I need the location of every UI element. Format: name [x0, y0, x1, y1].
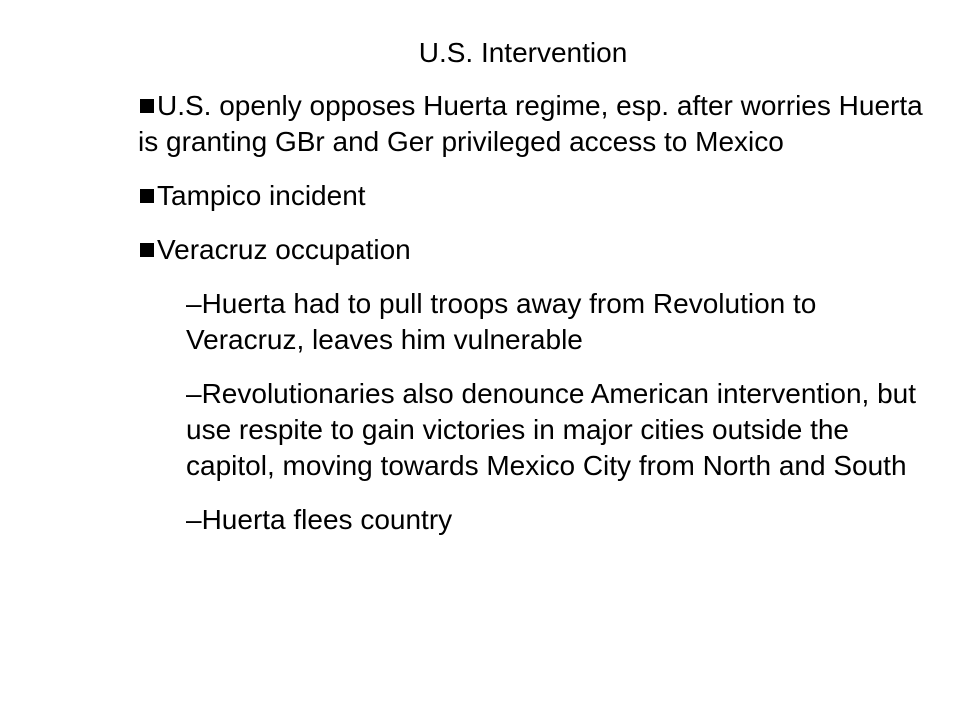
bullet-item — [138, 88, 928, 160]
dash-marker: – — [186, 504, 202, 535]
square-bullet-icon — [140, 243, 154, 257]
sub-bullet-text: Huerta flees country — [201, 504, 453, 535]
bullet-item — [138, 232, 928, 268]
sub-bullet-item — [138, 286, 928, 358]
sub-bullet-item — [138, 376, 928, 484]
dash-marker: – — [186, 288, 202, 319]
bullet-item — [138, 178, 928, 214]
sub-bullet-text: Huerta had to pull troops away from Revolution to Veracruz, leaves him vulnerable — [186, 288, 817, 355]
bullet-list — [138, 88, 928, 556]
square-bullet-icon — [140, 99, 154, 113]
slide-title: U.S. Intervention — [418, 37, 628, 68]
bullet-text: Tampico incident — [157, 180, 366, 211]
bullet-text: U.S. openly opposes Huerta regime, esp. after worries Huerta is granting GBr and Ger privileged access to Mexico — [138, 90, 923, 157]
dash-marker: – — [186, 378, 202, 409]
square-bullet-icon — [140, 189, 154, 203]
bullet-text: Veracruz occupation — [157, 234, 411, 265]
sub-bullet-item — [138, 502, 928, 538]
sub-bullet-text: Revolutionaries also denounce American intervention, but use respite to gain victories in major cities outside the capitol, moving towards Mexico City from North and South — [186, 378, 917, 481]
